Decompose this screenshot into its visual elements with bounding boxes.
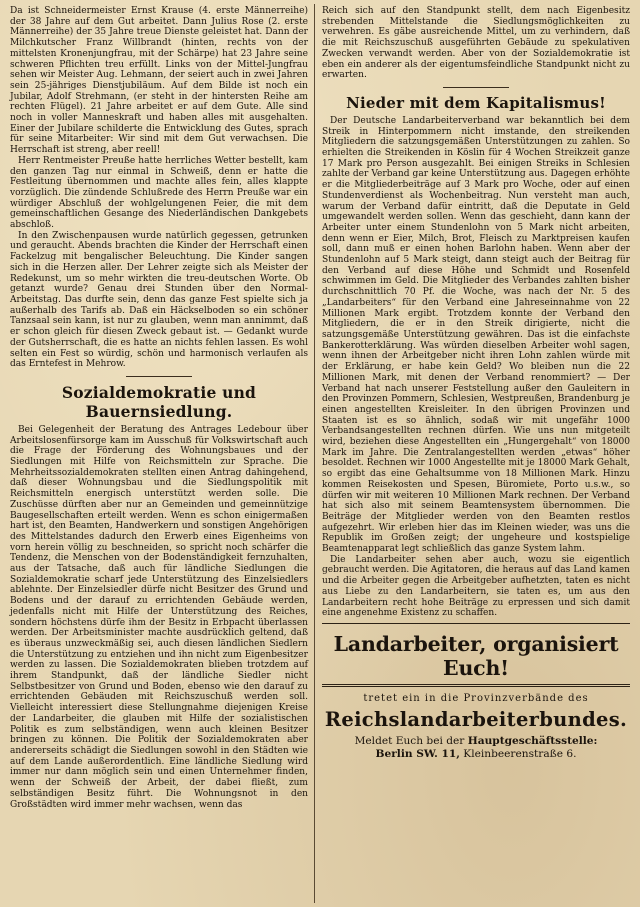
article-paragraph: Bei Gelegenheit der Beratung des Antrages Ledebour über Arbeitslosenfürsorge kam im Ausschuß für Volkswirtschaft auch die Frage der Förderung des Wohnungsbaues und der Siedlungen mit Hilfe von Reichsmitteln zur Sprache. Die Mehrheitssozialdemokraten stellten einen Antrag dahingehend, daß dieser Wohnungsbau und die Siedlungspolitik mit Reichsmitteln energisch unterstützt werden solle. Die Zuschüsse dürften aber nur an Gemeinden und gemeinnützige Baugesellschaften erteilt werden. Wenn es schon einigermaßen hart ist, den Beamten, Handwerkern und sonstigen Angehörigen des Mittelstandes dadurch den Erwerb eines Eigenheims von vorn herein völlig zu beschneiden, so spricht noch schärfer die Tendenz, die Menschen von der Bodenständigkeit fernzuhalten, aus der Tatsache, daß auch für ländliche Siedlungen die Sozialdemokratie scharf jede Unterstützung des Einzelsiedlers ablehnte. Der Einzelsiedler dürfe nicht Besitzer des Grund und Bodens und der darauf zu errichtenden Gebäude werden, jedenfalls nicht mit Hilfe der Unterstützung des Reiches, sondern höchstens dürfe ihm der Besitz in Erbpacht überlassen werden. Der Arbeitsminister machte ausdrücklich geltend, daß es überaus unzweckmäßig sei, auch diesen ländlichen Siedlern die Unterstützung zu entziehen und ihn nicht zum Eigenbesitzer werden zu lassen. Die Sozialdemokraten blieben trotzdem auf ihrem Standpunkt, daß der ländliche Siedler nicht Selbstbesitzer von Grund und Boden, ebenso wie den darauf zu errichtenden Gebäuden mit Reichszuschuß werden soll. Vielleicht interessiert diese Stellungnahme diejenigen Kreise der Landarbeiter, die glauben mit Hilfe der sozialistischen Politik es zum selbständigen, wenn auch kleinen Besitzer bringen zu können. Die Politik der Sozialdemokraten aber andererseits schädigt die Siedlungen sowohl in den Städten wie auf dem Lande außerordentlich. Eine ländliche Siedlung wird immer nur dann möglich sein und einen Unternehmer finden, wenn der Schweiß der Arbeit, der dabei fließt, zum selbständigen Besitz führt. Die Wohnungsnot in den Großstädten wird immer mehr wachsen, wenn das	[10, 424, 308, 810]
ad-double-rule	[322, 684, 630, 687]
section-divider	[126, 376, 192, 377]
article-heading: Sozialdemokratie und Bauernsiedlung.	[61, 382, 257, 421]
ad-contact-prefix: Meldet Euch bei der	[354, 734, 468, 747]
ad-organization-name: Reichslandarbeiterbundes.	[324, 707, 628, 731]
ad-contact-line	[322, 735, 630, 747]
article-paragraph: Reich sich auf den Standpunkt stellt, dem nach Eigenbesitz strebenden Mittelstande die Siedlungsmöglichkeiten zu verwehren. Es gäbe ausreichende Mittel, um zu verhindern, daß die mit Reichszuschuß ausgeführten Gebäude zu spekulativen Zwecken verwandt werden. Aber von der Sozialdemokratie ist eben ein anderer als der eigentumsfeindliche Standpunkt nicht zu erwarten.	[322, 6, 630, 81]
section-divider	[443, 87, 509, 88]
ad-address-street: Kleinbeerenstraße 6.	[459, 747, 577, 760]
article-paragraph: Da ist Schneidermeister Ernst Krause (4. erste Männerreihe) der 38 Jahre auf dem Gut arbeitet. Dann Julius Rose (2. erste Männerreihe) der 35 Jahre treue Dienste geleistet hat. Dann der Milchkutscher Franz Willbrandt (hinten, rechts von der mittelsten Kronenjungfrau, mit der Schärpe) hat 23 Jahre seine schweren Pflichten treu erfüllt. Links von der Mittel-Jungfrau sehen wir Meister Aug. Lehmann, der seiert auch in zwei Jahren sein 25-jähriges Dienstjubiläum. Auf dem Bilde ist noch ein Jubilar, Adolf Strehmann, (er steht in der hintersten Reihe am rechten Flügel). 21 Jahre arbeitet er auf dem Gute. Alle sind noch in voller Manneskraft und haben alles mit ausgehalten. Einer der Jubilare schilderte die Entwicklung des Gutes, sprach für seine Mitarbeiter: Wir sind mit dem Gut verwachsen. Die Herrschaft ist streng, aber reell!	[10, 6, 308, 156]
ad-contact-office: Hauptgeschäftsstelle:	[467, 734, 598, 747]
ad-line: tretet ein in die Provinzverbände des	[363, 692, 589, 704]
column-rule	[314, 4, 315, 903]
ad-address-city: Berlin SW. 11,	[375, 747, 460, 760]
article-paragraph: Die Landarbeiter sehen aber auch, wozu sie eigentlich gebraucht werden. Die Agitatoren, die heraus auf das Land kamen und die Arbeiter gegen die Arbeitgeber aufhetzten, taten es nicht aus Liebe zu den Landarbeitern, sie taten es, um aus den Landarbeitern recht hohe Beiträge zu erpressen und sich damit eine angenehme Existenz zu schaffen.	[322, 554, 630, 619]
article-paragraph: Der Deutsche Landarbeiterverband war bekanntlich bei dem Streik in Hinterpommern nicht imstande, den streikenden Mitgliedern die satzungsgemäßen Unterstützungen zu zahlen. So erhielten die Streikenden in Köslin für 4 Wochen Streikzeit ganze 17 Mark pro Person ausgezahlt. Bei einigen Streiks in Schlesien zahlte der Verband gar keine Unterstützung aus. Dagegen erhöhte er die Mitgliederbeiträge auf 3 Mark pro Woche, oder auf einen Stundenverdienst als Wochenbeitrag. Nun versteht man auch, warum der Verband dafür eintritt, daß die Deputate in Geld umgewandelt werden sollen. Wenn das geschieht, dann kann der Arbeiter unter einem Stundenlohn von 5 Mark nicht arbeiten, denn wenn er Eier, Milch, Brot, Fleisch zu Marktpreisen kaufen soll, dann muß er einen hohen Barlohn haben. Wenn aber der Stundenlohn auf 5 Mark steigt, dann steigt auch der Beitrag für den Verband auf diese Höhe und Schmidt und Rosenfeld schwimmen im Geld. Die Mitglieder des Verbandes zahlten bisher durchschnittlich 70 Pf. die Woche, was nach der Nr. 5 des „Landarbeiters“ für den Verband eine Jahreseinnahme von 22 Millionen Mark ergibt. Trotzdem konnte der Verband den Mitgliedern, die er in den Streik dirigierte, nicht die satzungsgemäße Unterstützung gewähren. Das ist die einfachste Bankerotterklärung. Was würden dieselben Arbeiter wohl sagen, wenn ihnen der Arbeitgeber nicht ihren Lohn zahlen würde mit der Erklärung, er habe kein Geld? Wo bleiben nun die 22 Millionen Mark, mit denen der Verband renommiert? — Der Verband hat nach unserer Feststellung außer den Gauleitern in den Provinzen Pommern, Schlesien, Westpreußen, Brandenburg je einen angestellten Kreisleiter. In den übrigen Provinzen und Staaten ist es so ähnlich, sodaß wir mit ungefähr 1000 Verbandsangestellten rechnen dürfen. Wie uns nun mitgeteilt wird, beziehen diese Angestellten ein „Hungergehalt“ von 18000 Mark im Jahre. Die Zentralangestellten werden „etwas“ höher besoldet. Rechnen wir 1000 Angestellte mit je 18000 Mark Gehalt, so ergibt das eine Gehaltsumme von 18 Millionen Mark. Hinzu kommen Reisekosten und Spesen, Büromiete, Porto u.s.w., so dürfen wir mit weiteren 10 Millionen Mark rechnen. Der Verband hat sich also mit seinem Beamtensystem übernommen. Die Beiträge der Mitglieder werden von den Beamten restlos aufgezehrt. Wir erleben hier das im Kleinen wieder, was uns die Republik im Großen zeigt; der ungeheure und kostspielige Beamtenapparat legt schließlich das ganze System lahm.	[322, 115, 630, 555]
right-column	[322, 6, 630, 903]
ad-headline: Landarbeiter, organisiert Euch!	[333, 631, 619, 680]
ad-top-rule	[322, 623, 630, 624]
article-paragraph: Herr Rentmeister Preuße hatte herrliches Wetter bestellt, kam den ganzen Tag nur einmal in Schweiß, denn er hatte die Festleitung übernommen und machte alles fein, alles klappte vorzüglich. Die zündende Schlußrede des Herrn Preuße war ein würdiger Abschluß der wohlgelungenen Feier, die mit dem gemeinschaftlichen Gesange des Niederländischen Dankgebets abschloß.	[10, 155, 308, 231]
left-column	[10, 6, 308, 903]
article-paragraph: In den Zwischenpausen wurde natürlich gegessen, getrunken und geraucht. Abends brachten die Kinder der Herrschaft einen Fackelzug mit bengalischer Beleuchtung. Die Kinder sangen sich in die Herzen aller. Der Lehrer zeigte sich als Meister der Redekunst, um so mehr wirkten die treu-deutschen Worte. Ob getanzt wurde? Genau drei Stunden über den Normal-Arbeitstag. Das durfte sein, denn das ganze Fest spielte sich ja außerhalb des Tarifs ab. Daß ein Häckselboden so ein schöner Tanzsaal sein kann, ist nur zu glauben, wenn man annimmt, daß er schon gleich für diesen Zweck gebaut ist. — Gedankt wurde der Gutsherrschaft, die es hatte an nichts fehlen lassen. Es wohl selten ein Fest so würdig, schön und harmonisch verlaufen als das Erntefest in Mehrow.	[10, 230, 308, 370]
ad-address-line	[322, 748, 630, 760]
article-heading: Nieder mit dem Kapitalismus!	[346, 93, 606, 112]
